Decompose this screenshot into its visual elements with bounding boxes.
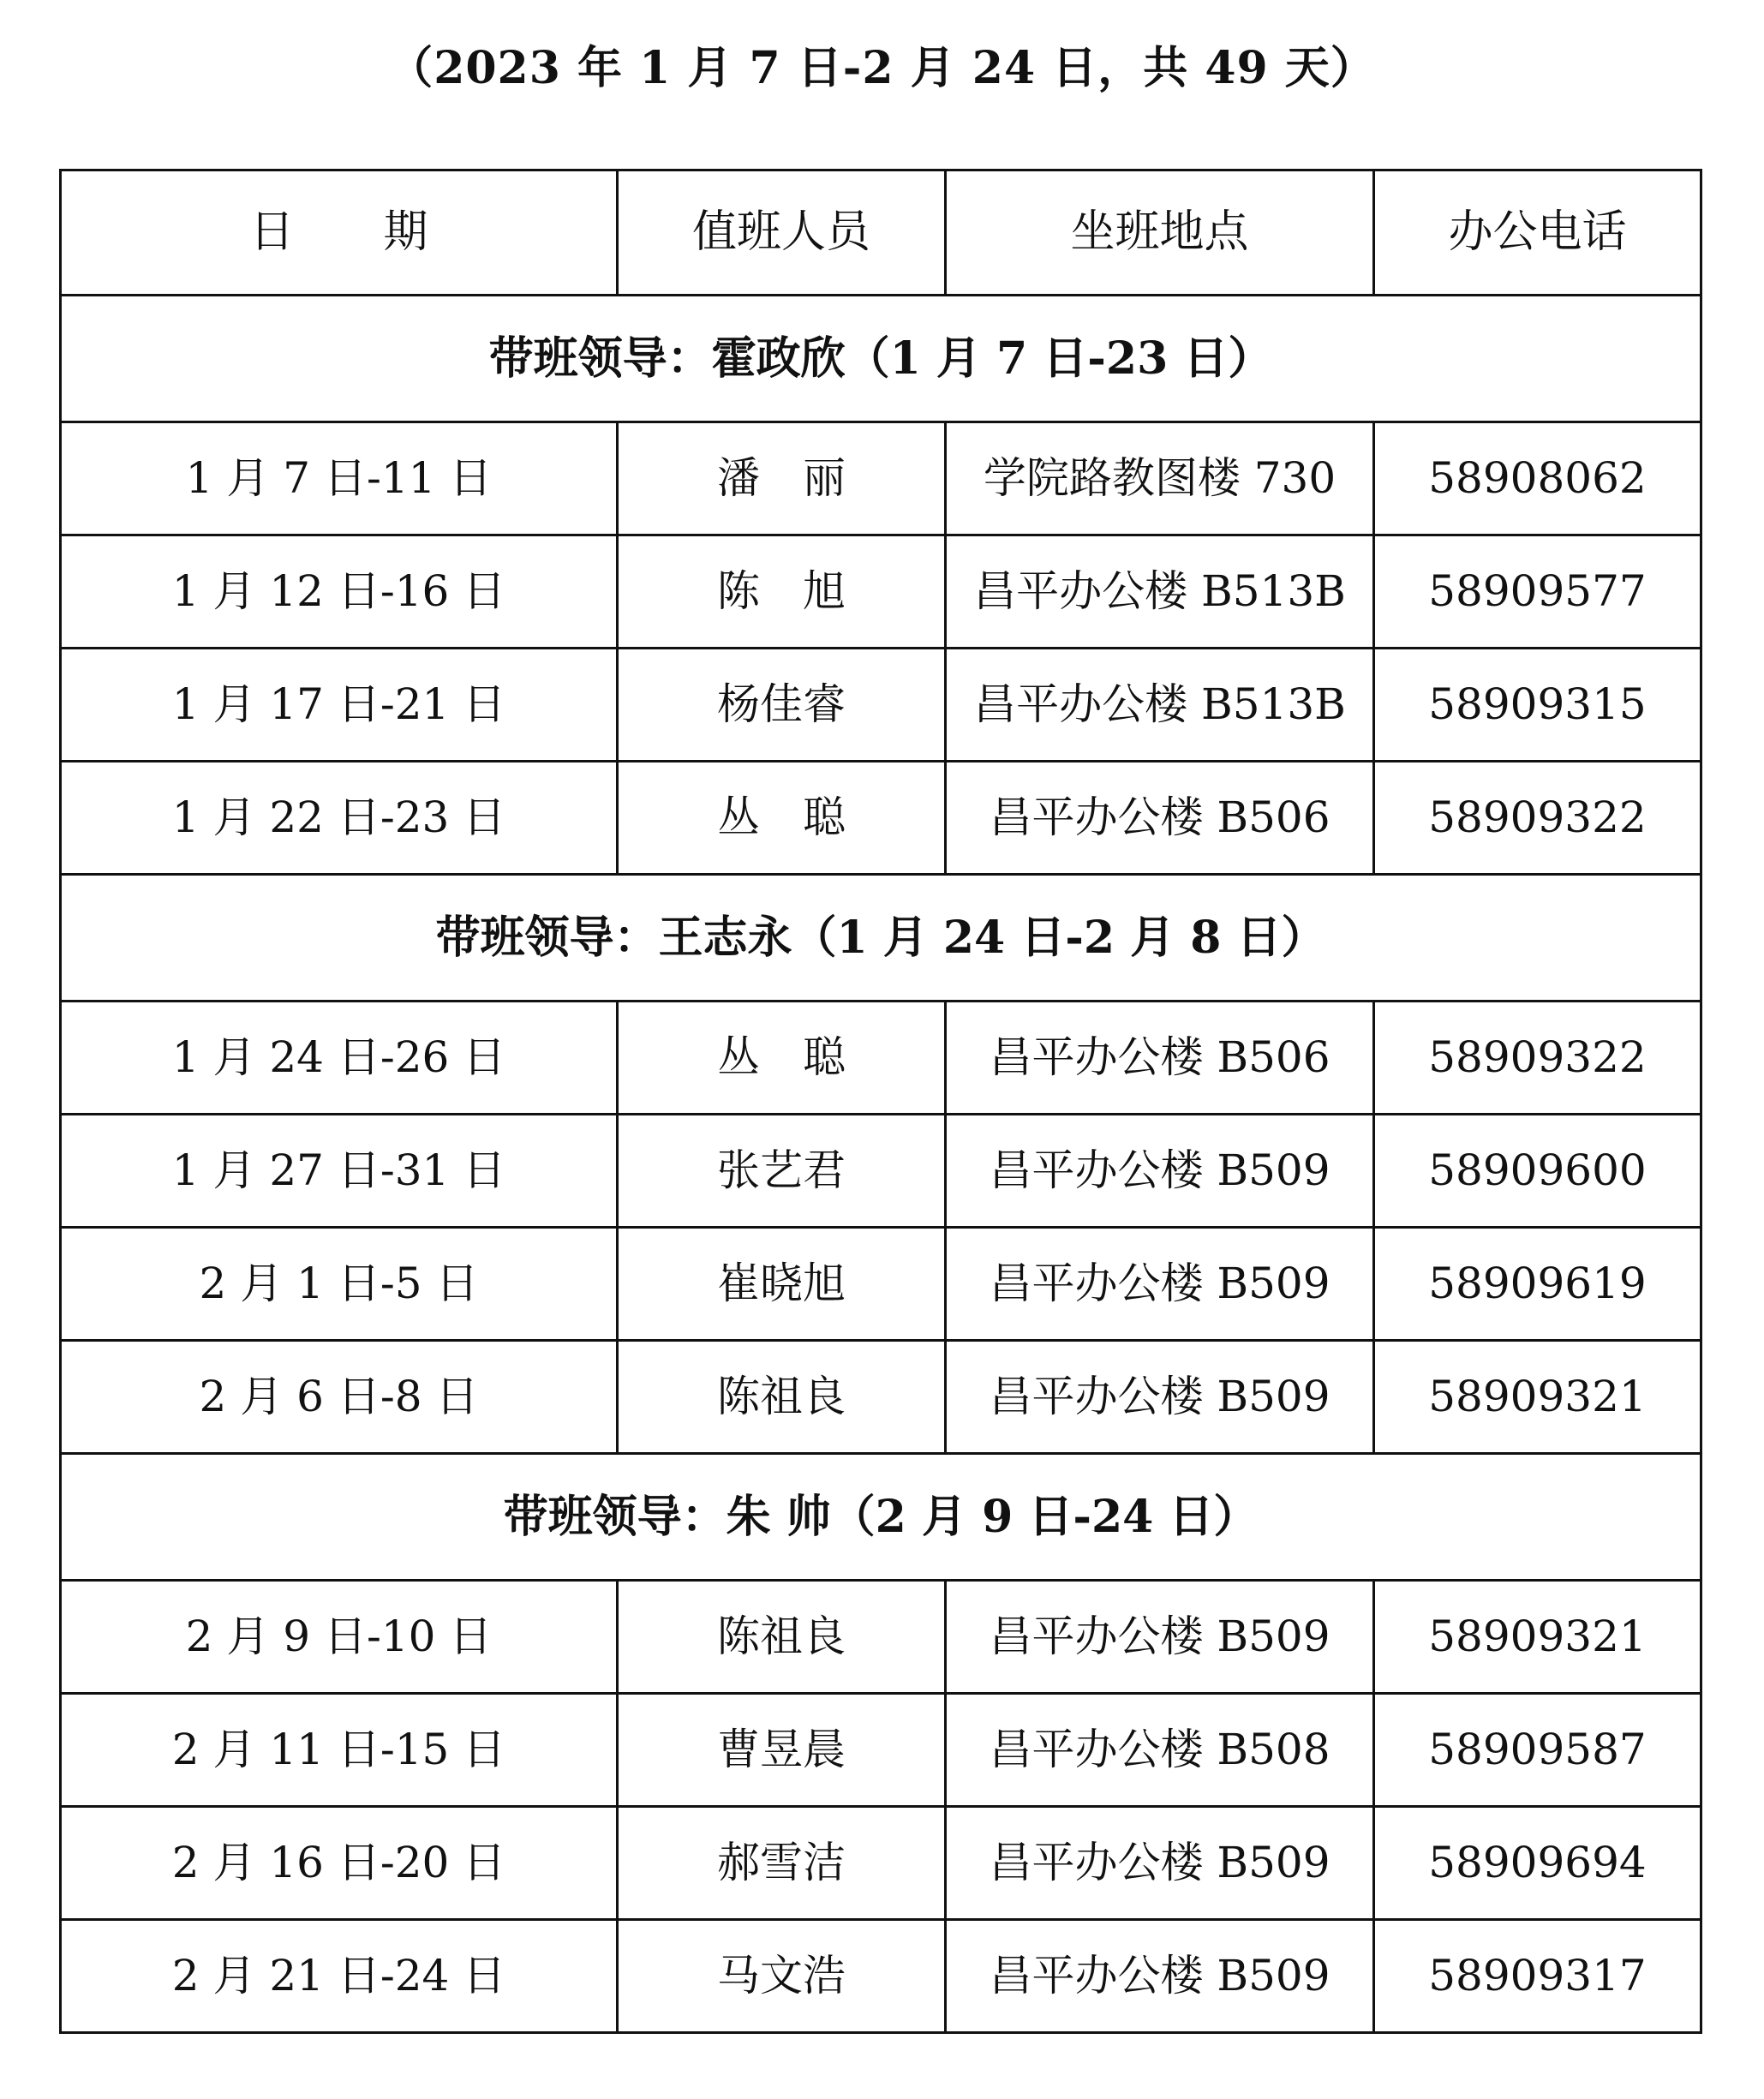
leader-row [61, 296, 1701, 422]
cell-phone: 58909322 [1374, 1002, 1701, 1115]
cell-person: 潘 丽 [618, 422, 946, 535]
header-person: 值班人员 [618, 170, 946, 296]
cell-person: 杨佳睿 [618, 649, 946, 762]
leader-row [61, 1454, 1701, 1581]
cell-phone: 58909587 [1374, 1694, 1701, 1807]
cell-phone: 58909694 [1374, 1807, 1701, 1920]
cell-date: 1 月 12 日-16 日 [61, 535, 618, 649]
cell-date: 2 月 9 日-10 日 [61, 1581, 618, 1694]
cell-place: 昌平办公楼 B509 [946, 1807, 1374, 1920]
cell-person: 陈祖良 [618, 1581, 946, 1694]
cell-person: 陈祖良 [618, 1341, 946, 1454]
table-row [61, 1341, 1701, 1454]
cell-phone: 58909600 [1374, 1115, 1701, 1228]
cell-date: 2 月 21 日-24 日 [61, 1920, 618, 2033]
leader-row [61, 875, 1701, 1002]
cell-person: 丛 聪 [618, 762, 946, 875]
cell-place: 昌平办公楼 B509 [946, 1228, 1374, 1341]
cell-place: 昌平办公楼 B509 [946, 1115, 1374, 1228]
cell-phone: 58909577 [1374, 535, 1701, 649]
cell-person: 马文浩 [618, 1920, 946, 2033]
cell-place: 昌平办公楼 B508 [946, 1694, 1374, 1807]
cell-phone: 58909321 [1374, 1341, 1701, 1454]
cell-place: 昌平办公楼 B509 [946, 1920, 1374, 2033]
cell-date: 2 月 16 日-20 日 [61, 1807, 618, 1920]
schedule-period-subtitle: （2023 年 1 月 7 日-2 月 24 日，共 49 天） [388, 42, 1376, 94]
cell-person: 崔晓旭 [618, 1228, 946, 1341]
cell-person: 张艺君 [618, 1115, 946, 1228]
cell-person: 曹昱晨 [618, 1694, 946, 1807]
cell-place: 昌平办公楼 B509 [946, 1581, 1374, 1694]
duty-schedule-table [59, 169, 1702, 2034]
cell-place: 昌平办公楼 B513B [946, 535, 1374, 649]
cell-date: 1 月 22 日-23 日 [61, 762, 618, 875]
leader-label: 带班领导：朱 帅（2 月 9 日-24 日） [61, 1454, 1701, 1581]
cell-date: 1 月 7 日-11 日 [61, 422, 618, 535]
cell-phone: 58909322 [1374, 762, 1701, 875]
cell-date: 1 月 27 日-31 日 [61, 1115, 618, 1228]
table-row [61, 422, 1701, 535]
table-row [61, 1581, 1701, 1694]
table-row [61, 1228, 1701, 1341]
table-row [61, 1807, 1701, 1920]
cell-place: 昌平办公楼 B506 [946, 1002, 1374, 1115]
cell-place: 昌平办公楼 B513B [946, 649, 1374, 762]
cell-place: 昌平办公楼 B509 [946, 1341, 1374, 1454]
leader-label: 带班领导：王志永（1 月 24 日-2 月 8 日） [61, 875, 1701, 1002]
table-row [61, 1115, 1701, 1228]
cell-phone: 58908062 [1374, 422, 1701, 535]
cell-phone: 58909317 [1374, 1920, 1701, 2033]
cell-date: 1 月 17 日-21 日 [61, 649, 618, 762]
table-row [61, 1002, 1701, 1115]
cell-person: 郝雪洁 [618, 1807, 946, 1920]
cell-phone: 58909315 [1374, 649, 1701, 762]
table-row [61, 1694, 1701, 1807]
table-row [61, 1920, 1701, 2033]
cell-date: 1 月 24 日-26 日 [61, 1002, 618, 1115]
cell-phone: 58909619 [1374, 1228, 1701, 1341]
table-row [61, 535, 1701, 649]
cell-person: 陈 旭 [618, 535, 946, 649]
header-date: 日 期 [61, 170, 618, 296]
table-row [61, 649, 1701, 762]
leader-label: 带班领导：霍政欣（1 月 7 日-23 日） [61, 296, 1701, 422]
table-row [61, 762, 1701, 875]
cell-place: 学院路教图楼 730 [946, 422, 1374, 535]
table-header-row [61, 170, 1701, 296]
cell-phone: 58909321 [1374, 1581, 1701, 1694]
cell-person: 丛 聪 [618, 1002, 946, 1115]
cell-place: 昌平办公楼 B506 [946, 762, 1374, 875]
header-phone: 办公电话 [1374, 170, 1701, 296]
cell-date: 2 月 6 日-8 日 [61, 1341, 618, 1454]
header-place: 坐班地点 [946, 170, 1374, 296]
cell-date: 2 月 1 日-5 日 [61, 1228, 618, 1341]
cell-date: 2 月 11 日-15 日 [61, 1694, 618, 1807]
